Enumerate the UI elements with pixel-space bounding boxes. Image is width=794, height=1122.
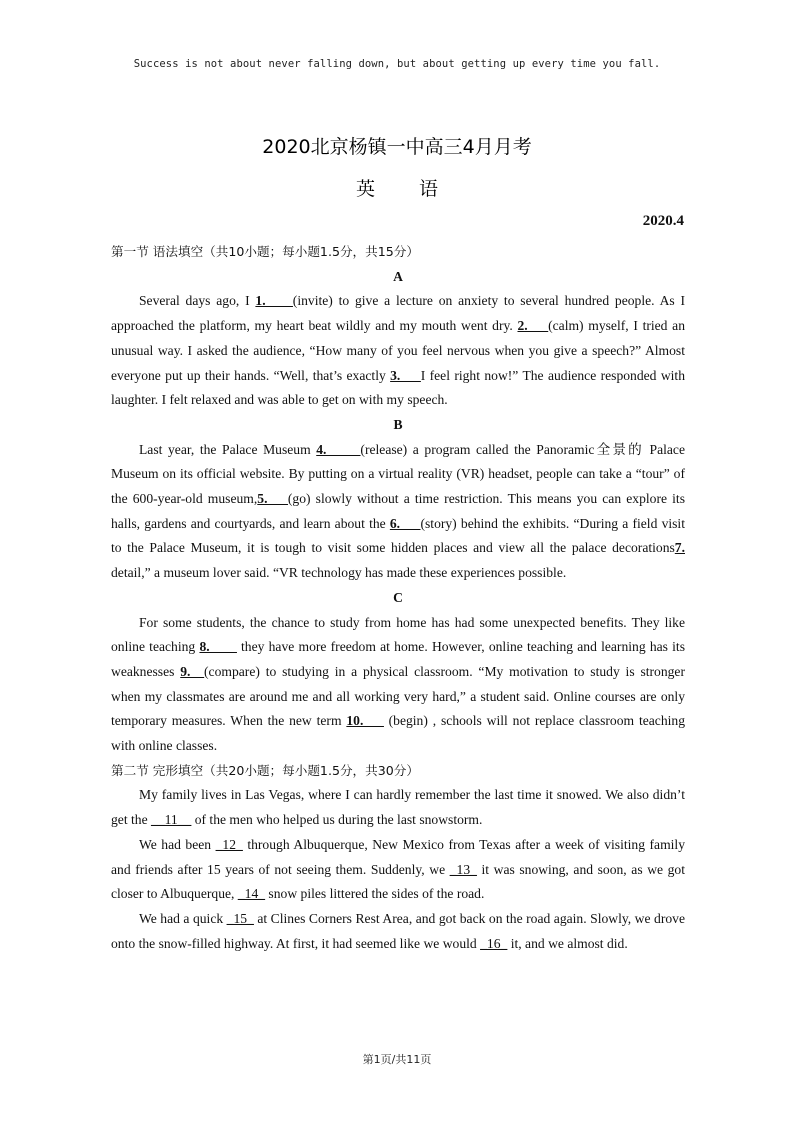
passage-text: it, and we almost did. <box>507 935 628 951</box>
passage-text: (begin) , schools will not replace classroom teaching with online classes. <box>111 713 685 754</box>
passage-text: they have more freedom at home. However, online teaching and learning has its weaknesses <box>111 639 685 679</box>
passage-text: of the men who helped us during the last snowstorm. <box>191 812 483 828</box>
blank-2: 2.___ <box>517 318 549 334</box>
blank-7: 7. <box>674 540 685 556</box>
exam-date: 2020.4 <box>642 213 684 229</box>
passage-a-label: A <box>393 268 403 284</box>
passage-text: detail,” a museum lover said. “VR technology has made these experiences possible. <box>111 565 567 581</box>
blank-10: 10.___ <box>346 713 384 729</box>
blank-5: 5.___ <box>257 491 288 507</box>
passage-text: at Clines Corners Rest Area, and got back on the road again. Slowly, we drove onto the snow-filled highway. At first, it had seemed like we would <box>111 910 685 951</box>
passage-text: I feel right now!” The audience responded with laughter. I felt relaxed and was able to get on with my speech. <box>111 367 685 408</box>
passage-c-text <box>111 611 685 759</box>
exam-content <box>111 240 685 956</box>
passage-a-text <box>111 289 685 413</box>
exam-title: 2020北京杨镇一中高三4月月考 <box>262 136 532 158</box>
blank-14: _14_ <box>237 886 266 902</box>
passage-text: (release) a program called the Panoramic全景的 Palace Museum on its official website. By putting on a virtual reality (VR) headset, people can take a “tour” of the 600-year-old museum, <box>111 441 685 507</box>
passage-text: (calm) myself, I tried an unusual way. I asked the audience, “How many of you feel nervous when you give a speech?” Almost everyone put up their hands. “Well, that’s exactly <box>111 318 685 383</box>
blank-9: 9.__ <box>180 663 205 679</box>
passage-text: We had a quick <box>139 910 227 926</box>
blank-12: _12_ <box>215 836 243 852</box>
blank-15: _15_ <box>226 910 254 926</box>
section2-heading: 第二节 完形填空（共20小题；每小题1.5分，共30分） <box>111 762 419 778</box>
blank-8: 8.____ <box>199 639 237 655</box>
blank-16: _16_ <box>480 935 508 951</box>
passage-text: it was snowing, and soon, as we got closer to Albuquerque, <box>111 861 686 902</box>
passage-c-label: C <box>393 589 403 605</box>
section1-heading: 第一节 语法填空（共10小题；每小题1.5分，共15分） <box>111 244 419 259</box>
header-quote: Success is not about never falling down, but about getting up every time you fall. <box>133 58 661 70</box>
page-footer: 第1页/共11页 <box>362 1053 432 1066</box>
passage-text: Last year, the Palace Museum <box>139 441 317 457</box>
passage-text: Several days ago, I <box>139 293 256 309</box>
passage-text: My family lives in Las Vegas, where I can hardly remember the last time it snowed. We also didn’t get the <box>111 787 685 828</box>
passage-text: snow piles littered the sides of the road. <box>265 886 485 902</box>
passage-b-label: B <box>393 416 403 432</box>
passage-text: through Albuquerque, New Mexico from Texas after a week of visiting family and friends after 15 years of not seeing them. Suddenly, we <box>111 836 685 877</box>
cloze-paragraph-2 <box>111 833 685 907</box>
cloze-paragraph-3 <box>111 907 685 956</box>
blank-11: __11__ <box>151 812 192 828</box>
blank-1: 1.____ <box>255 293 293 309</box>
blank-6: 6.___ <box>389 515 421 531</box>
passage-b-text <box>111 438 685 586</box>
cloze-paragraph-1 <box>111 783 685 832</box>
passage-text: (go) slowly without a time restriction. This means you can explore its halls, gardens and courtyards, and learn about the <box>111 491 685 531</box>
passage-text: (compare) to studying in a physical classroom. “My motivation to study is stronger when my classmates are around me and all working very hard,” a student said. Online courses are only temporary measures. When the new term <box>111 663 685 729</box>
passage-text: (invite) to give a lecture on anxiety to several hundred people. As I approached the platform, my heart beat wildly and my mouth went dry. <box>111 293 686 334</box>
passage-text: (story) behind the exhibits. “During a field visit to the Palace Museum, it is tough to visit some hidden places and view all the palace decorations <box>111 515 685 556</box>
subject-title: 英 语 <box>355 178 439 200</box>
passage-text: For some students, the chance to study from home has had some unexpected benefits. They like online teaching <box>111 614 685 655</box>
blank-13: _13_ <box>449 861 477 877</box>
blank-4: 4._____ <box>316 441 361 457</box>
passage-text: We had been <box>139 836 216 852</box>
blank-3: 3.___ <box>390 367 421 383</box>
